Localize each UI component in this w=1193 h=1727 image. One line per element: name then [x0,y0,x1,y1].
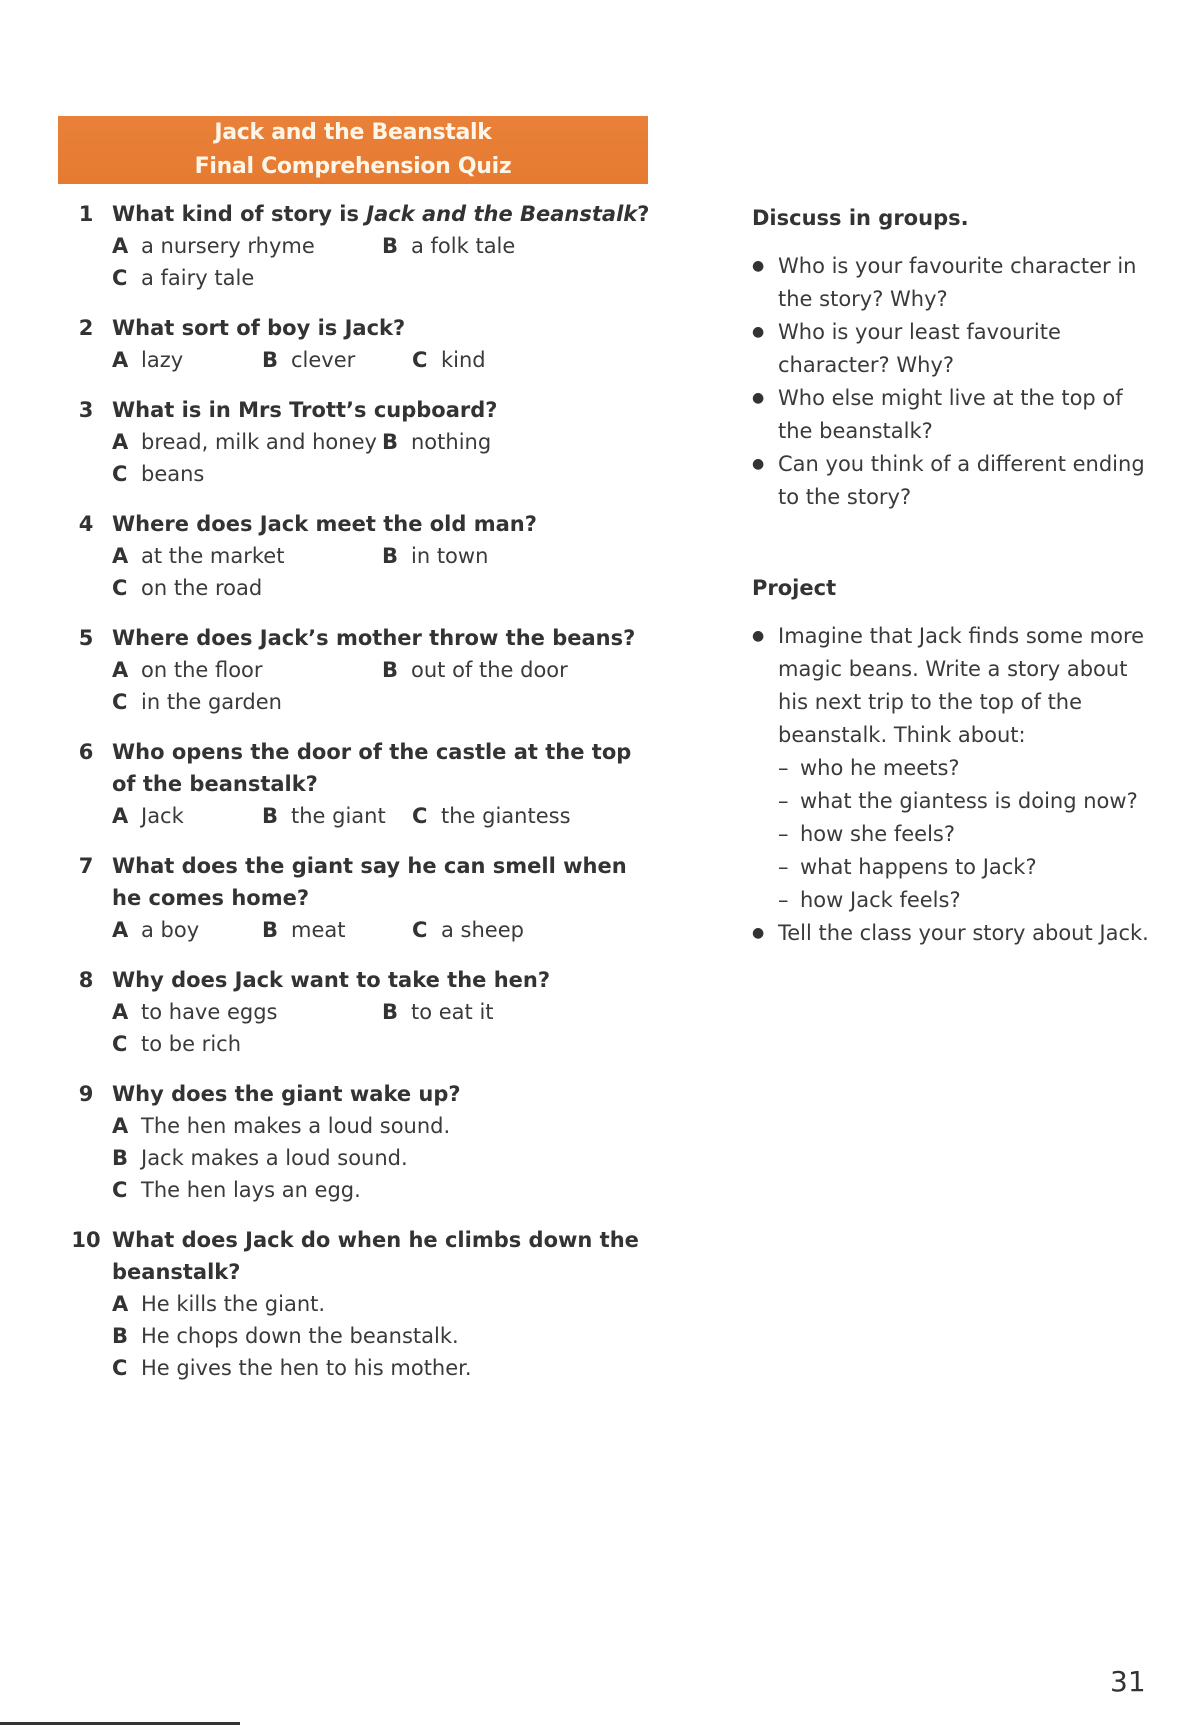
question-number: 10 [71,1228,101,1252]
dash-icon: – [778,822,789,846]
option-a [112,344,262,376]
option-b [262,344,412,376]
dash-icon: – [778,789,789,813]
question-number: 4 [78,512,94,536]
answer-options [112,426,660,490]
question-number: 2 [78,316,94,340]
project-sub-item [778,851,1152,884]
option-letter: A [112,1000,129,1024]
option-b [112,1142,408,1174]
option-letter: C [112,266,128,290]
option-letter: C [112,462,128,486]
option-text: kind [441,348,486,372]
option-text: to be rich [141,1032,242,1056]
discuss-question: Can you think of a different ending to the story? [778,452,1145,509]
option-letter: B [382,544,399,568]
option-text: a folk tale [411,234,516,258]
project-sub-item [778,818,1152,851]
option-letter: A [112,1114,129,1138]
question-6 [60,736,660,832]
option-b [382,540,488,572]
question-text [112,198,660,230]
option-letter: A [112,804,129,828]
discuss-question: Who is your favourite character in the story? Why? [778,254,1137,311]
option-text: to have eggs [141,1000,278,1024]
project-instruction: Imagine that Jack finds some more magic beans. Write a story about his next trip to the top of the beanstalk. Think about: [778,624,1145,747]
quiz-title-banner [58,116,648,184]
option-text: a fairy tale [141,266,255,290]
discuss-bullet [752,448,1152,514]
question-text: Where does Jack’s mother throw the beans? [112,626,636,650]
option-letter: B [112,1146,129,1170]
option-text: the giant [291,804,386,828]
bullet-icon: ● [752,456,765,472]
answer-options [112,540,660,604]
question-number: 6 [78,740,94,764]
dash-icon: – [778,855,789,879]
option-c [412,344,486,376]
question-4 [60,508,660,604]
question-text: What is in Mrs Trott’s cupboard? [112,398,498,422]
question-text: What does the giant say he can smell when he comes home? [112,854,627,910]
sub-item-text: what happens to Jack? [800,855,1037,879]
question-text: Who opens the door of the castle at the top of the beanstalk? [112,740,632,796]
answer-options [112,1288,660,1384]
answer-options [112,344,660,376]
option-text: The hen makes a loud sound. [141,1114,451,1138]
option-b [382,230,515,262]
option-b [262,800,412,832]
option-letter: B [112,1324,129,1348]
option-letter: C [112,690,128,714]
question-number: 1 [78,202,94,226]
option-text: lazy [141,348,184,372]
discuss-list [752,250,1152,514]
discuss-bullet [752,250,1152,316]
question-text: What sort of boy is Jack? [112,316,406,340]
sub-item-text: how she feels? [800,822,956,846]
option-b [382,654,568,686]
question-5 [60,622,660,718]
project-instruction: Tell the class your story about Jack. [778,921,1149,945]
discuss-question: Who else might live at the top of the beanstalk? [778,386,1123,443]
option-text: a nursery rhyme [141,234,315,258]
question-1 [60,198,660,294]
question-9 [60,1078,660,1206]
discuss-bullet [752,382,1152,448]
option-letter: B [262,918,279,942]
option-letter: B [382,1000,399,1024]
question-number: 3 [78,398,94,422]
option-text: bread, milk and honey [141,430,377,454]
discuss-bullet [752,316,1152,382]
option-a [112,230,382,262]
option-text: a sheep [441,918,524,942]
option-letter: C [412,918,428,942]
dash-icon: – [778,756,789,780]
story-title: Jack and the Beanstalk [214,120,492,145]
option-letter: A [112,1292,129,1316]
option-b [382,426,491,458]
option-a [112,540,382,572]
bullet-icon: ● [752,324,765,340]
option-text: nothing [411,430,492,454]
option-text: on the road [141,576,263,600]
option-letter: C [112,1178,128,1202]
answer-options [112,914,660,946]
question-7 [60,850,660,946]
option-text: clever [291,348,356,372]
option-letter: B [262,804,279,828]
option-letter: C [112,576,128,600]
option-c [112,686,282,718]
question-2 [60,312,660,376]
project-list [752,620,1152,950]
answer-options [112,230,660,294]
question-text-part: What kind of story is [112,202,367,226]
sub-item-text: how Jack feels? [800,888,961,912]
option-b [112,1320,459,1352]
option-text: He chops down the beanstalk. [141,1324,459,1348]
option-c [112,1352,472,1384]
question-text: What does Jack do when he climbs down the beanstalk? [112,1228,639,1284]
question-number: 8 [78,968,94,992]
story-title-italic: Jack and the Beanstalk [366,202,638,226]
option-text: in town [411,544,489,568]
option-c [112,262,254,294]
option-text: in the garden [141,690,282,714]
answer-options [112,654,660,718]
page-number: 31 [1110,1665,1146,1698]
option-text: out of the door [411,658,568,682]
sub-item-text: who he meets? [800,756,960,780]
project-bullet [752,620,1152,917]
question-number: 5 [78,626,94,650]
option-a [112,914,262,946]
question-text: Why does Jack want to take the hen? [112,968,551,992]
option-letter: B [382,658,399,682]
question-text: Where does Jack meet the old man? [112,512,537,536]
option-letter: A [112,918,129,942]
question-number: 9 [78,1082,94,1106]
option-c [412,800,571,832]
option-text: Jack [141,804,184,828]
option-text: He kills the giant. [141,1292,326,1316]
option-letter: C [412,804,428,828]
question-text-part: ? [637,202,650,226]
option-letter: C [112,1032,128,1056]
bullet-icon: ● [752,628,765,644]
option-text: on the floor [141,658,263,682]
option-text: a boy [141,918,200,942]
option-letter: A [112,658,129,682]
bullet-icon: ● [752,925,765,941]
option-letter: C [112,1356,128,1380]
option-letter: B [382,430,399,454]
question-3 [60,394,660,490]
option-text: beans [141,462,205,486]
bullet-icon: ● [752,390,765,406]
option-c [412,914,524,946]
option-letter: A [112,348,129,372]
option-a [112,1288,325,1320]
question-8 [60,964,660,1060]
option-text: to eat it [411,1000,494,1024]
question-10 [60,1224,660,1384]
bullet-icon: ● [752,258,765,274]
option-b [262,914,412,946]
dash-icon: – [778,888,789,912]
answer-options [112,800,660,832]
option-letter: A [112,234,129,258]
option-c [112,458,204,490]
option-a [112,1110,450,1142]
option-text: The hen lays an egg. [141,1178,361,1202]
option-letter: B [382,234,399,258]
project-bullet [752,917,1152,950]
project-sub-list [778,752,1152,917]
option-c [112,572,262,604]
option-c [112,1174,361,1206]
option-letter: B [262,348,279,372]
answer-options [112,996,660,1060]
question-text: Why does the giant wake up? [112,1082,461,1106]
sub-item-text: what the giantess is doing now? [800,789,1138,813]
option-text: He gives the hen to his mother. [141,1356,472,1380]
option-text: Jack makes a loud sound. [141,1146,408,1170]
option-letter: C [412,348,428,372]
option-letter: A [112,544,129,568]
option-text: the giantess [441,804,571,828]
discuss-heading: Discuss in groups. [752,206,969,230]
question-number: 7 [78,854,94,878]
project-heading: Project [752,576,837,600]
option-b [382,996,494,1028]
option-a [112,800,262,832]
option-a [112,996,382,1028]
project-sub-item [778,884,1152,917]
activities-column [752,202,1152,950]
option-a [112,426,382,458]
option-c [112,1028,241,1060]
question-list [60,198,660,1402]
discuss-question: Who is your least favourite character? Why? [778,320,1061,377]
bottom-rule [0,1722,240,1725]
project-sub-item [778,785,1152,818]
option-text: meat [291,918,346,942]
option-letter: A [112,430,129,454]
option-text: at the market [141,544,285,568]
quiz-title: Final Comprehension Quiz [194,154,512,179]
option-a [112,654,382,686]
answer-options [112,1110,660,1206]
project-sub-item [778,752,1152,785]
